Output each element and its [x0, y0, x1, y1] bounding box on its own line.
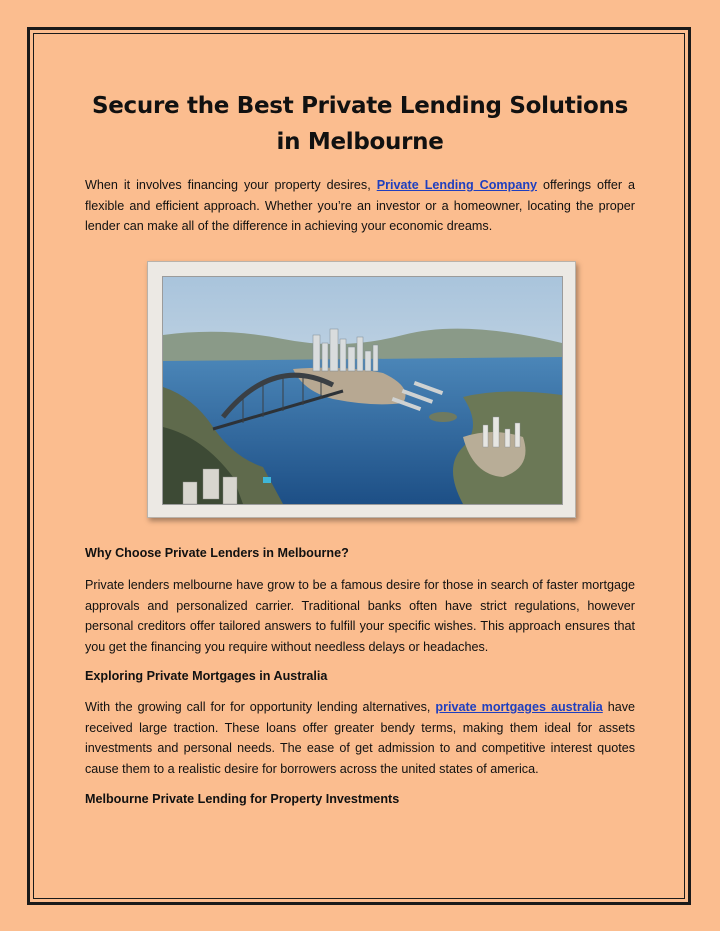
harbour-city-photo	[162, 276, 563, 505]
section-heading-why-choose: Why Choose Private Lenders in Melbourne?	[85, 546, 349, 560]
intro-text-before-link: When it involves financing your property desires,	[85, 178, 371, 192]
section-heading-melbourne-property: Melbourne Private Lending for Property Investments	[85, 792, 400, 806]
section-body-exploring	[85, 697, 635, 780]
private-mortgages-australia-link[interactable]: private mortgages australia	[435, 700, 603, 714]
exploring-text-before-link: With the growing call for for opportunity lending alternatives,	[85, 700, 431, 714]
section-body-why-choose: Private lenders melbourne have grow to be a famous desire for those in search of faster mortgage approvals and personalized carrier. Traditional banks often have strict regulations, however personal creditors offer tailored answers to fulfill your specific wishes. This approach ensures that you get the financing you require without needless delays or headaches.	[85, 578, 635, 655]
intro-text-after-link: offerings offer a flexible and efficient approach. Whether you’re an investor or a homeowner, locating the proper lender can make all of the difference in achieving your economic dreams.	[85, 178, 635, 234]
photo-frame	[147, 261, 576, 518]
exploring-text-after-link: have received large traction. These loans offer greater bendy terms, making them ideal for assets investments and personal needs. The ease of get admission to and competitive interest quotes cause them to a realistic desire for borrowers across the united states of america.	[85, 700, 636, 777]
intro-paragraph	[85, 175, 635, 237]
section-heading-exploring: Exploring Private Mortgages in Australia	[85, 669, 328, 683]
page-title: Secure the Best Private Lending Solutions in Melbourne	[91, 93, 628, 155]
private-lending-company-link[interactable]: Private Lending Company	[376, 178, 538, 192]
